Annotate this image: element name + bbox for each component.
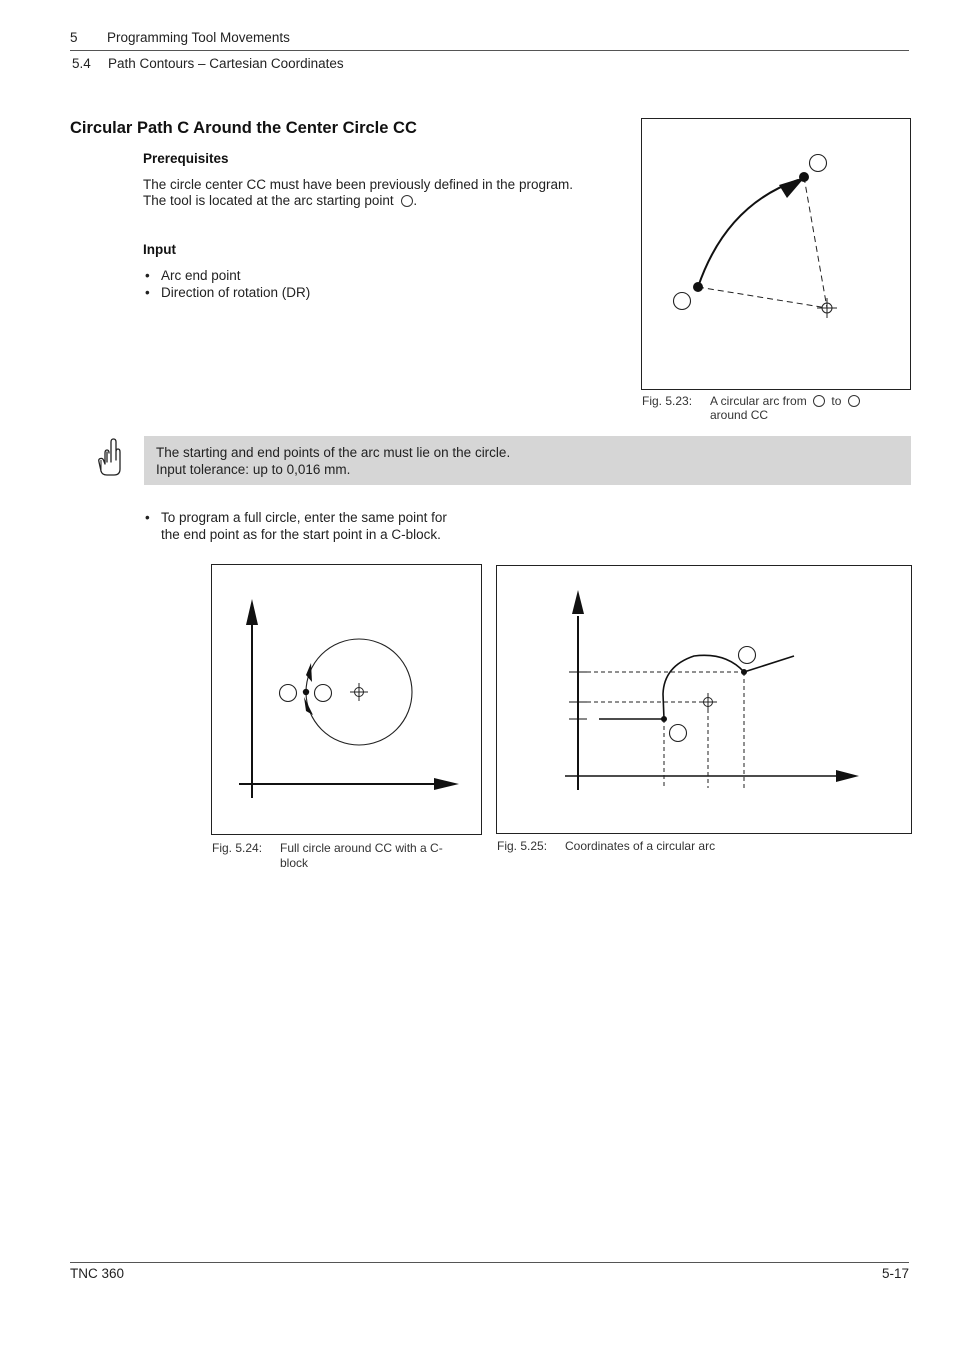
point-label-circle-left <box>280 685 297 702</box>
end-point-label-circle <box>739 647 756 664</box>
input-list <box>143 267 310 301</box>
footer-rule <box>70 1262 909 1263</box>
note-line1: The starting and end points of the arc must lie on the circle. <box>156 445 511 460</box>
fig-5-24-caption-b: block <box>280 856 309 870</box>
input-title: Input <box>143 242 176 257</box>
tip-line2: the end point as for the start point in a C-block. <box>161 527 441 542</box>
start-point-symbol-icon <box>401 195 413 207</box>
end-point-label-circle <box>810 155 827 172</box>
prerequisites-line2-wrap <box>143 192 417 209</box>
chapter-title: Programming Tool Movements <box>107 30 290 45</box>
footer-product: TNC 360 <box>70 1266 125 1281</box>
input-item-arc-end-point: • Arc end point <box>143 267 310 284</box>
tip-line1: To program a full circle, enter the same point for <box>161 510 447 525</box>
note-line2: Input tolerance: up to 0,016 mm. <box>156 462 351 477</box>
start-radius-line <box>698 287 827 308</box>
full-circle-tip-item <box>143 509 447 543</box>
end-point-symbol-icon <box>848 395 860 407</box>
fig-5-23-drawing <box>642 119 912 391</box>
start-point-symbol-icon <box>813 395 825 407</box>
input-item-direction: • Direction of rotation (DR) <box>143 284 310 301</box>
point-label-circle-right <box>315 685 332 702</box>
fig-5-24-drawing <box>212 565 483 836</box>
arc-start-dot <box>661 716 667 722</box>
prerequisites-line2-end: . <box>413 193 418 208</box>
arc-end-dot <box>741 669 747 675</box>
y-axis-arrow <box>572 590 584 614</box>
figure-5-23 <box>641 118 911 390</box>
section-title: Path Contours – Cartesian Coordinates <box>108 56 344 71</box>
note-box <box>144 436 911 485</box>
x-axis-arrow <box>434 778 459 790</box>
x-axis-arrow <box>836 770 859 782</box>
fig-5-24-number: Fig. 5.24: <box>212 841 263 855</box>
prerequisites-line2: The tool is located at the arc starting point <box>143 193 394 208</box>
page-heading: Circular Path C Around the Center Circle CC <box>70 119 417 137</box>
fig-5-23-caption-b: around CC <box>710 408 769 422</box>
fig-5-23-number: Fig. 5.23: <box>642 394 693 408</box>
full-circle-tip <box>143 509 447 543</box>
fig-5-23-caption-a: A circular arc from <box>710 394 807 408</box>
header-rule <box>70 50 909 51</box>
fig-5-25-drawing <box>497 566 913 835</box>
note-hand-icon <box>96 438 126 478</box>
circle-arrow-bottom <box>304 697 313 715</box>
footer-page-number: 5-17 <box>881 1266 909 1281</box>
start-end-dot <box>303 689 309 695</box>
prerequisites-title: Prerequisites <box>143 151 229 166</box>
section-number: 5.4 <box>72 56 91 71</box>
fig-5-25-number: Fig. 5.25: <box>497 839 548 853</box>
end-radius-line <box>804 177 827 308</box>
prerequisites-line1: The circle center CC must have been previously defined in the program. <box>143 177 573 192</box>
circular-arc <box>663 655 744 719</box>
start-point-label-circle <box>674 293 691 310</box>
circle-center-cc-icon <box>350 683 368 701</box>
figure-5-25 <box>496 565 912 834</box>
arc-start-dot <box>693 282 703 292</box>
chapter-number: 5 <box>70 30 78 45</box>
circle-arrow-top <box>306 663 312 682</box>
fig-5-25-caption: Coordinates of a circular arc <box>565 839 716 853</box>
y-axis-arrow <box>246 599 258 625</box>
figure-5-24 <box>211 564 482 835</box>
circle-center-cc-icon <box>699 693 717 711</box>
circular-arc <box>698 180 798 287</box>
start-point-label-circle <box>670 725 687 742</box>
arc-end-dot <box>799 172 809 182</box>
fig-5-23-caption-to: to <box>831 394 842 408</box>
fig-5-24-caption-a: Full circle around CC with a C- <box>280 841 443 855</box>
fig-5-23-caption-line1 <box>710 394 860 409</box>
circle-center-cc-icon <box>817 298 837 318</box>
